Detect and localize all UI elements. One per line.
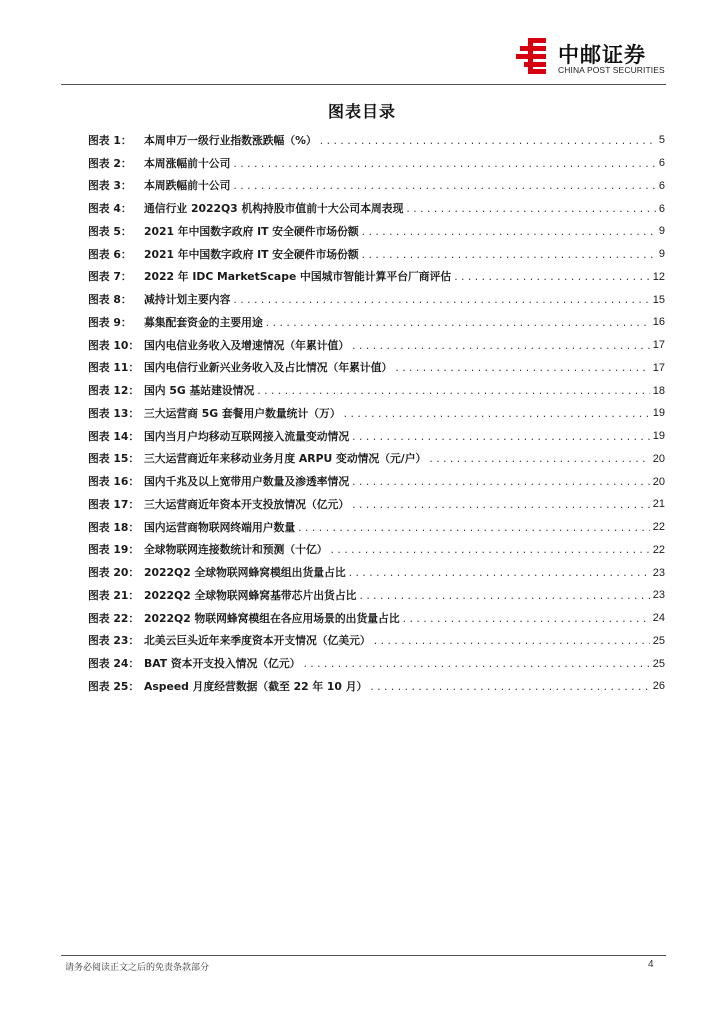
toc-entry[interactable] [88,425,665,448]
toc-entry-title[interactable]: 三大运营商近年来移动业务月度 ARPU 变动情况（元/户） [144,452,427,466]
toc-entry[interactable] [88,357,665,380]
toc-entry-title[interactable]: 国内当月户均移动互联网接入流量变动情况 [144,429,350,443]
china-post-logo-icon [514,36,554,76]
toc-entry[interactable] [88,379,665,402]
toc-entry[interactable] [88,652,665,675]
toc-dot-leader [320,134,656,147]
toc-entry-label: 图表 15： [88,452,140,466]
toc-entry[interactable] [88,266,665,289]
toc-entry-label: 图表 12： [88,384,140,398]
toc-entry-label: 图表 16： [88,475,140,489]
toc-entry-title[interactable]: 全球物联网连接数统计和预测（十亿） [144,543,328,557]
toc-entry[interactable] [88,561,665,584]
company-logo [514,36,669,84]
toc-dot-leader [406,202,655,215]
toc-entry-page[interactable]: 23 [652,589,665,602]
footer-rule [61,955,666,956]
toc-entry-page[interactable]: 15 [652,293,665,306]
toc-dot-leader [344,407,650,420]
toc-entry-label: 图表 21： [88,588,140,602]
toc-entry[interactable] [88,311,665,334]
toc-entry-page[interactable]: 23 [652,566,665,579]
toc-entry-page[interactable]: 22 [652,521,665,534]
toc-dot-leader [454,270,650,283]
toc-heading: 图表目录 [327,102,396,121]
toc-entry[interactable] [88,402,665,425]
toc-entry-title[interactable]: Aspeed 月度经营数据（截至 22 年 10 月） [144,679,368,693]
toc-dot-leader [362,248,656,261]
toc-entry-label: 图表 1： [88,133,132,147]
toc-entry-title[interactable]: 国内千兆及以上宽带用户数量及渗透率情况 [144,475,350,489]
toc-dot-leader [352,339,650,352]
toc-entry[interactable] [88,516,665,539]
toc-entry-page[interactable]: 19 [652,407,665,420]
toc-entry-label: 图表 23： [88,634,140,648]
toc-dot-leader [266,316,650,329]
toc-entry[interactable] [88,539,665,562]
toc-entry[interactable] [88,129,665,152]
toc-entry-title[interactable]: 三大运营商近年资本开支投放情况（亿元） [144,497,350,511]
toc-entry-page[interactable]: 25 [652,634,665,647]
toc-entry[interactable] [88,334,665,357]
toc-entry-page[interactable]: 20 [652,475,665,488]
toc-entry-title[interactable]: 国内电信行业新兴业务收入及占比情况（年累计值） [144,361,393,375]
toc-entry-title[interactable]: 2021 年中国数字政府 IT 安全硬件市场份额 [144,247,359,261]
toc-list [88,129,665,698]
toc-entry-label: 图表 9： [88,315,132,329]
toc-entry-label: 图表 13： [88,406,140,420]
toc-entry-title[interactable]: 2022Q2 全球物联网蜂窝基带芯片出货占比 [144,588,357,602]
toc-entry-label: 图表 22： [88,611,140,625]
toc-entry-title[interactable]: 本周涨幅前十公司 [144,156,231,170]
toc-entry-title[interactable]: 减持计划主要内容 [144,293,231,307]
toc-entry-label: 图表 14： [88,429,140,443]
toc-entry-label: 图表 7： [88,270,132,284]
toc-entry[interactable] [88,175,665,198]
toc-entry-title[interactable]: 本周跌幅前十公司 [144,179,231,193]
toc-entry[interactable] [88,243,665,266]
toc-entry-page[interactable]: 24 [652,612,665,625]
toc-entry-label: 图表 17： [88,497,140,511]
toc-dot-leader [359,589,649,602]
toc-entry[interactable] [88,152,665,175]
toc-entry-title[interactable]: 2022Q2 全球物联网蜂窝模组出货量占比 [144,566,346,580]
toc-entry-label: 图表 5： [88,224,132,238]
toc-entry[interactable] [88,493,665,516]
toc-entry-title[interactable]: 2021 年中国数字政府 IT 安全硬件市场份额 [144,224,359,238]
toc-entry-label: 图表 4： [88,202,132,216]
toc-dot-leader [303,657,649,670]
toc-entry-label: 图表 24： [88,657,140,671]
toc-dot-leader [403,612,650,625]
toc-entry-title[interactable]: BAT 资本开支投入情况（亿元） [144,657,301,671]
toc-entry-page[interactable]: 12 [652,270,665,283]
toc-entry-title[interactable]: 2022Q2 物联网蜂窝模组在各应用场景的出货量占比 [144,611,400,625]
toc-entry[interactable] [88,220,665,243]
toc-entry-page[interactable]: 6 [658,202,665,215]
toc-entry-page[interactable]: 9 [658,248,665,261]
header-rule [61,84,666,85]
page-number: 4 [648,959,654,970]
toc-entry-page[interactable]: 26 [652,680,665,693]
toc-entry-title[interactable]: 三大运营商 5G 套餐用户数量统计（万） [144,406,341,420]
toc-entry[interactable] [88,288,665,311]
toc-entry[interactable] [88,470,665,493]
toc-entry-title[interactable]: 国内 5G 基站建设情况 [144,384,255,398]
toc-entry-label: 图表 19： [88,543,140,557]
toc-entry-page[interactable]: 20 [652,452,665,465]
toc-entry-page[interactable]: 9 [658,225,665,238]
toc-entry-label: 图表 10： [88,338,140,352]
toc-dot-leader [352,430,650,443]
toc-entry[interactable] [88,448,665,471]
toc-dot-leader [257,384,649,397]
toc-entry-label: 图表 2： [88,156,132,170]
toc-entry-page[interactable]: 21 [652,498,665,511]
toc-entry-title[interactable]: 北美云巨头近年来季度资本开支情况（亿美元） [144,634,371,648]
toc-entry[interactable] [88,630,665,653]
toc-dot-leader [352,475,650,488]
toc-dot-leader [233,179,656,192]
toc-entry-page[interactable]: 16 [652,316,665,329]
toc-entry[interactable] [88,607,665,630]
toc-dot-leader [298,521,650,534]
toc-dot-leader [429,452,649,465]
toc-entry[interactable] [88,584,665,607]
toc-entry-title[interactable]: 2022 年 IDC MarketScape 中国城市智能计算平台厂商评估 [144,270,452,284]
toc-entry-title[interactable]: 募集配套资金的主要用途 [144,315,263,329]
toc-entry-title[interactable]: 国内运营商物联网终端用户数量 [144,520,296,534]
toc-entry-page[interactable]: 19 [652,430,665,443]
toc-entry-page[interactable]: 6 [658,179,665,192]
toc-entry-page[interactable]: 17 [652,339,665,352]
toc-entry-label: 图表 8： [88,293,132,307]
toc-entry-title[interactable]: 通信行业 2022Q3 机构持股市值前十大公司本周表现 [144,202,404,216]
toc-entry-page[interactable]: 5 [658,134,665,147]
toc-dot-leader [362,225,656,238]
toc-entry-page[interactable]: 22 [652,543,665,556]
toc-dot-leader [352,498,650,511]
toc-entry-page[interactable]: 25 [652,657,665,670]
toc-dot-leader [374,634,650,647]
toc-entry[interactable] [88,197,665,220]
toc-entry-label: 图表 20： [88,566,140,580]
toc-entry-page[interactable]: 6 [658,157,665,170]
toc-entry-title[interactable]: 本周申万一级行业指数涨跌幅（%） [144,133,317,147]
toc-dot-leader [233,293,649,306]
toc-entry-label: 图表 6： [88,247,132,261]
toc-entry-label: 图表 25： [88,679,140,693]
logo-english-name: CHINA POST SECURITIES [558,65,665,75]
toc-dot-leader [331,543,650,556]
toc-entry[interactable] [88,675,665,698]
toc-entry-title[interactable]: 国内电信业务收入及增速情况（年累计值） [144,338,350,352]
toc-dot-leader [395,361,649,374]
toc-entry-label: 图表 11： [88,361,140,375]
toc-entry-page[interactable]: 18 [652,384,665,397]
toc-entry-label: 图表 18： [88,520,140,534]
toc-entry-label: 图表 3： [88,179,132,193]
footer-disclaimer: 请务必阅读正文之后的免责条款部分 [65,963,210,973]
toc-entry-page[interactable]: 17 [652,361,665,374]
toc-dot-leader [349,566,650,579]
logo-chinese-name: 中邮证券 [558,43,646,67]
toc-dot-leader [233,157,656,170]
toc-dot-leader [370,680,649,693]
